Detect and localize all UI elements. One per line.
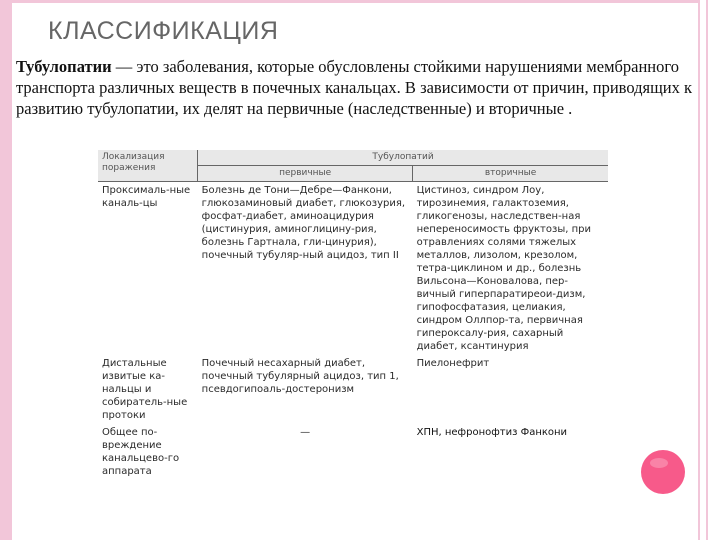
header-primary: первичные xyxy=(198,166,413,182)
frame-left-border xyxy=(0,0,12,540)
frame-right-border xyxy=(698,0,720,540)
cell-secondary: ХПН, нефронофтиз Фанкони xyxy=(416,427,568,438)
cell-primary: Болезнь де Тони—Дебре—Фанкони, глюкозаминовый диабет, глюкозурия, фосфат-диабет, аминоацидурия (цистинурия, аминоглицину-рия, болезнь Гартнала, гли-цинурия), почечный тубуляр-ный ацидоз, тип II xyxy=(198,182,413,356)
slide-title: КЛАССИФИКАЦИЯ xyxy=(48,17,279,45)
classification-table-image xyxy=(98,150,608,540)
cell-primary: Почечный несахарный диабет, почечный тубулярный ацидоз, тип 1, псевдогипоаль-достеронизм xyxy=(201,358,399,395)
header-localization: Локализация поражения xyxy=(98,150,198,182)
table-row xyxy=(98,355,608,424)
cell-primary: — xyxy=(300,427,311,438)
intro-text: — это заболевания, которые обусловлены стойкими нарушениями мембранного транспорта различных веществ в почечных канальцах. В зависимости от причин, приводящих к развитию тубулопатии, их делят на первичные (наследственные) и вторичные . xyxy=(16,57,693,118)
table-row xyxy=(98,424,608,480)
frame-top-border xyxy=(12,0,698,3)
intro-paragraph xyxy=(16,56,696,119)
cell-localization: Общее по-вреждение канальцево-го аппарата xyxy=(102,427,180,477)
header-group: Тубулопатий xyxy=(198,150,608,166)
cell-secondary: Цистиноз, синдром Лоу, тирозинемия, галактоземия, гликогенозы, наследствен-ная непереносимость фруктозы, при отравлениях солями тяжелых металлов, лизолом, крезолом, тетра-циклином и др., болезнь Вильсона—Коновалова, пер-вичный гиперпаратиреои-дизм, гипофосфатазия, целиакия, синдром Оллпор-та, первичная гипероксалу-рия, сахарный диабет, ксантинурия xyxy=(413,182,608,356)
cell-secondary: Пиелонефрит xyxy=(416,358,490,369)
cell-localization: Проксималь-ные каналь-цы xyxy=(98,182,198,356)
classification-table xyxy=(98,150,608,480)
intro-term: Тубулопатии xyxy=(16,57,112,76)
table-header-row xyxy=(98,150,608,166)
cell-localization: Дистальные извитые ка-нальцы и собиратель-ные протоки xyxy=(102,358,188,421)
decorative-circle xyxy=(641,450,685,494)
table-row xyxy=(98,182,608,356)
header-secondary: вторичные xyxy=(413,166,608,182)
